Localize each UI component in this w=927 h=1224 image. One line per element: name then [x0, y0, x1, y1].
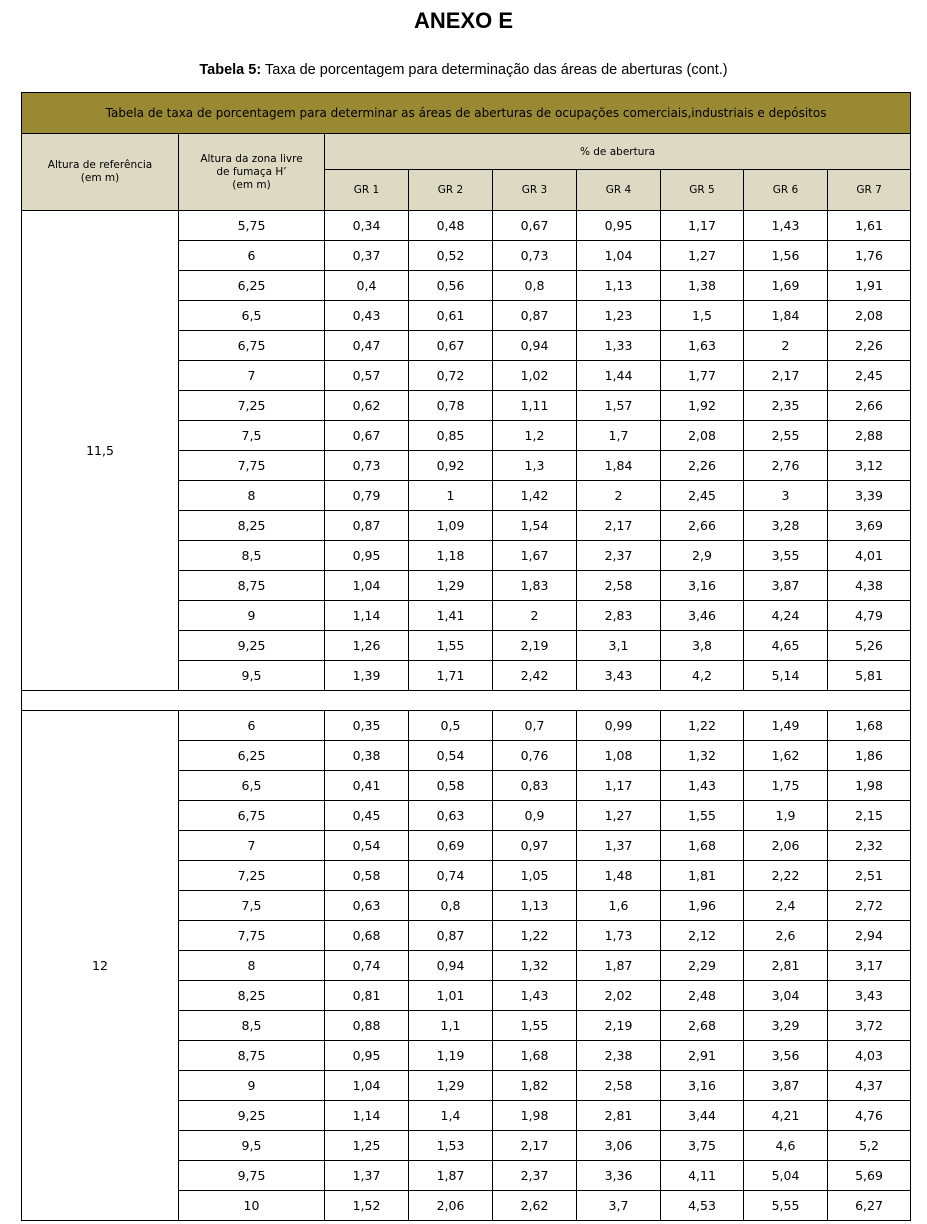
- percent-cell-gr5: 2,08: [661, 421, 744, 451]
- zone-height-cell: 9,25: [179, 1101, 325, 1131]
- percent-cell-gr6: 1,62: [744, 741, 828, 771]
- percent-cell-gr5: 4,11: [661, 1161, 744, 1191]
- percent-cell-gr5: 1,5: [661, 301, 744, 331]
- percent-cell-gr3: 1,54: [493, 511, 577, 541]
- percent-cell-gr6: 5,55: [744, 1191, 828, 1221]
- percent-cell-gr1: 0,95: [325, 541, 409, 571]
- zone-height-cell: 6,75: [179, 331, 325, 361]
- percent-cell-gr5: 2,26: [661, 451, 744, 481]
- percent-cell-gr4: 0,99: [577, 711, 661, 741]
- percent-cell-gr2: 0,67: [409, 331, 493, 361]
- percent-cell-gr7: 4,38: [828, 571, 911, 601]
- table-band-title: Tabela de taxa de porcentagem para determinar as áreas de aberturas de ocupações comerciais,industriais e depósitos: [22, 93, 911, 134]
- smoke-free-zone-unit: (em m): [232, 178, 271, 191]
- percent-cell-gr3: 1,22: [493, 921, 577, 951]
- percent-cell-gr3: 1,83: [493, 571, 577, 601]
- percent-cell-gr7: 4,37: [828, 1071, 911, 1101]
- percent-cell-gr6: 2,6: [744, 921, 828, 951]
- percent-cell-gr7: 2,51: [828, 861, 911, 891]
- zone-height-cell: 6,75: [179, 801, 325, 831]
- percent-cell-gr3: 0,67: [493, 211, 577, 241]
- zone-height-cell: 7,25: [179, 391, 325, 421]
- percent-cell-gr5: 1,63: [661, 331, 744, 361]
- percent-cell-gr4: 3,36: [577, 1161, 661, 1191]
- percent-cell-gr2: 2,06: [409, 1191, 493, 1221]
- percent-cell-gr4: 2,58: [577, 571, 661, 601]
- percent-cell-gr2: 0,85: [409, 421, 493, 451]
- percent-cell-gr6: 3,87: [744, 571, 828, 601]
- zone-height-cell: 9: [179, 601, 325, 631]
- percent-cell-gr2: 1,09: [409, 511, 493, 541]
- zone-height-cell: 10: [179, 1191, 325, 1221]
- percent-cell-gr4: 3,06: [577, 1131, 661, 1161]
- percent-cell-gr1: 1,26: [325, 631, 409, 661]
- reference-height-label: Altura de referência: [47, 159, 153, 171]
- percent-cell-gr6: 4,24: [744, 601, 828, 631]
- zone-height-cell: 7,25: [179, 861, 325, 891]
- percent-cell-gr2: 0,92: [409, 451, 493, 481]
- percent-cell-gr3: 1,11: [493, 391, 577, 421]
- group-header-gr4: GR 4: [577, 170, 661, 211]
- percent-cell-gr7: 4,79: [828, 601, 911, 631]
- zone-height-cell: 6,25: [179, 741, 325, 771]
- percent-cell-gr7: 1,68: [828, 711, 911, 741]
- percent-cell-gr5: 1,68: [661, 831, 744, 861]
- percent-cell-gr3: 1,2: [493, 421, 577, 451]
- percent-cell-gr7: 4,01: [828, 541, 911, 571]
- percent-cell-gr6: 3,28: [744, 511, 828, 541]
- percent-cell-gr4: 3,43: [577, 661, 661, 691]
- percent-cell-gr6: 2,22: [744, 861, 828, 891]
- zone-height-cell: 7,5: [179, 421, 325, 451]
- percent-cell-gr1: 0,34: [325, 211, 409, 241]
- percent-cell-gr7: 3,12: [828, 451, 911, 481]
- percent-cell-gr2: 0,58: [409, 771, 493, 801]
- percent-cell-gr4: 2,17: [577, 511, 661, 541]
- caption-text: Taxa de porcentagem para determinação das áreas de aberturas (cont.): [264, 62, 728, 78]
- percent-cell-gr1: 0,58: [325, 861, 409, 891]
- percent-cell-gr5: 3,8: [661, 631, 744, 661]
- percent-cell-gr6: 3,04: [744, 981, 828, 1011]
- percent-cell-gr6: 5,04: [744, 1161, 828, 1191]
- reference-height-header: [22, 134, 179, 211]
- percent-cell-gr3: 0,8: [493, 271, 577, 301]
- zone-height-cell: 8: [179, 481, 325, 511]
- percent-cell-gr5: 3,44: [661, 1101, 744, 1131]
- zone-height-cell: 8,75: [179, 571, 325, 601]
- percent-cell-gr1: 0,88: [325, 1011, 409, 1041]
- percent-cell-gr7: 2,08: [828, 301, 911, 331]
- percent-cell-gr7: 2,45: [828, 361, 911, 391]
- percent-cell-gr5: 1,17: [661, 211, 744, 241]
- percent-cell-gr4: 2,02: [577, 981, 661, 1011]
- percent-cell-gr5: 2,91: [661, 1041, 744, 1071]
- percent-cell-gr3: 1,05: [493, 861, 577, 891]
- percent-cell-gr1: 1,39: [325, 661, 409, 691]
- percent-cell-gr3: 0,83: [493, 771, 577, 801]
- percent-cell-gr6: 1,49: [744, 711, 828, 741]
- zone-height-cell: 6: [179, 711, 325, 741]
- percent-cell-gr5: 1,38: [661, 271, 744, 301]
- percent-cell-gr2: 1,71: [409, 661, 493, 691]
- percent-cell-gr2: 0,94: [409, 951, 493, 981]
- percent-cell-gr3: 0,97: [493, 831, 577, 861]
- percent-cell-gr6: 4,6: [744, 1131, 828, 1161]
- percent-cell-gr6: 2,06: [744, 831, 828, 861]
- percent-cell-gr4: 0,95: [577, 211, 661, 241]
- group-header-gr1: GR 1: [325, 170, 409, 211]
- percent-cell-gr4: 1,13: [577, 271, 661, 301]
- percent-cell-gr5: 4,2: [661, 661, 744, 691]
- percent-cell-gr3: 1,32: [493, 951, 577, 981]
- zone-height-cell: 6,5: [179, 301, 325, 331]
- percent-cell-gr7: 1,91: [828, 271, 911, 301]
- percent-cell-gr2: 1,29: [409, 571, 493, 601]
- percent-cell-gr7: 1,98: [828, 771, 911, 801]
- percent-cell-gr6: 2,17: [744, 361, 828, 391]
- percent-cell-gr2: 1,4: [409, 1101, 493, 1131]
- percent-cell-gr3: 2,42: [493, 661, 577, 691]
- percent-cell-gr5: 3,46: [661, 601, 744, 631]
- percent-cell-gr4: 2,58: [577, 1071, 661, 1101]
- percent-cell-gr1: 0,68: [325, 921, 409, 951]
- percent-cell-gr1: 0,38: [325, 741, 409, 771]
- percent-cell-gr3: 0,9: [493, 801, 577, 831]
- percent-cell-gr2: 0,78: [409, 391, 493, 421]
- zone-height-cell: 7,75: [179, 921, 325, 951]
- percent-cell-gr3: 2,19: [493, 631, 577, 661]
- percent-cell-gr6: 2,81: [744, 951, 828, 981]
- percent-cell-gr4: 1,6: [577, 891, 661, 921]
- percent-cell-gr3: 1,3: [493, 451, 577, 481]
- table-caption: [0, 62, 927, 78]
- percent-cell-gr1: 0,67: [325, 421, 409, 451]
- percent-cell-gr1: 1,04: [325, 1071, 409, 1101]
- percent-cell-gr1: 0,35: [325, 711, 409, 741]
- percent-cell-gr4: 1,17: [577, 771, 661, 801]
- percent-cell-gr5: 1,55: [661, 801, 744, 831]
- smoke-free-zone-label: Altura da zona livre: [200, 152, 303, 165]
- smoke-free-zone-label-2: de fumaça H’: [216, 165, 287, 178]
- percent-cell-gr4: 1,08: [577, 741, 661, 771]
- percent-cell-gr4: 3,1: [577, 631, 661, 661]
- percent-cell-gr6: 1,84: [744, 301, 828, 331]
- percent-cell-gr2: 0,5: [409, 711, 493, 741]
- zone-height-cell: 8,25: [179, 511, 325, 541]
- zone-height-cell: 8,5: [179, 1011, 325, 1041]
- group-header-gr7: GR 7: [828, 170, 911, 211]
- percent-cell-gr2: 0,61: [409, 301, 493, 331]
- percent-cell-gr1: 0,4: [325, 271, 409, 301]
- percent-cell-gr6: 2: [744, 331, 828, 361]
- section-spacer: [22, 691, 911, 711]
- percent-cell-gr2: 1,18: [409, 541, 493, 571]
- percent-cell-gr7: 5,81: [828, 661, 911, 691]
- percent-cell-gr1: 0,79: [325, 481, 409, 511]
- percent-cell-gr2: 0,72: [409, 361, 493, 391]
- percent-cell-gr3: 2,37: [493, 1161, 577, 1191]
- percent-cell-gr7: 5,2: [828, 1131, 911, 1161]
- percent-cell-gr3: 2: [493, 601, 577, 631]
- percent-cell-gr4: 2,37: [577, 541, 661, 571]
- percent-cell-gr3: 0,94: [493, 331, 577, 361]
- percent-cell-gr5: 1,96: [661, 891, 744, 921]
- group-header-gr2: GR 2: [409, 170, 493, 211]
- zone-height-cell: 9,75: [179, 1161, 325, 1191]
- percent-cell-gr2: 1,1: [409, 1011, 493, 1041]
- percent-cell-gr5: 2,66: [661, 511, 744, 541]
- percent-cell-gr7: 2,26: [828, 331, 911, 361]
- percent-cell-gr4: 1,23: [577, 301, 661, 331]
- percent-cell-gr1: 1,14: [325, 1101, 409, 1131]
- percent-cell-gr6: 3: [744, 481, 828, 511]
- caption-label: Tabela 5:: [199, 62, 262, 78]
- percent-cell-gr1: 0,37: [325, 241, 409, 271]
- percent-cell-gr3: 0,87: [493, 301, 577, 331]
- percent-cell-gr4: 1,44: [577, 361, 661, 391]
- percent-cell-gr1: 0,63: [325, 891, 409, 921]
- percent-cell-gr4: 1,37: [577, 831, 661, 861]
- reference-height-cell: 11,5: [22, 211, 179, 691]
- opening-percent-header: % de abertura: [325, 134, 911, 170]
- percent-cell-gr3: 1,68: [493, 1041, 577, 1071]
- zone-height-cell: 8,5: [179, 541, 325, 571]
- percent-cell-gr5: 1,22: [661, 711, 744, 741]
- percent-cell-gr2: 1,41: [409, 601, 493, 631]
- percent-cell-gr5: 3,75: [661, 1131, 744, 1161]
- percent-cell-gr1: 1,52: [325, 1191, 409, 1221]
- group-header-gr6: GR 6: [744, 170, 828, 211]
- percent-cell-gr5: 1,27: [661, 241, 744, 271]
- percent-cell-gr4: 1,84: [577, 451, 661, 481]
- zone-height-cell: 6,25: [179, 271, 325, 301]
- table-row: [22, 711, 911, 741]
- percent-cell-gr1: 0,43: [325, 301, 409, 331]
- percent-cell-gr4: 2,38: [577, 1041, 661, 1071]
- zone-height-cell: 7: [179, 831, 325, 861]
- percent-cell-gr6: 2,55: [744, 421, 828, 451]
- percent-cell-gr1: 0,41: [325, 771, 409, 801]
- percent-cell-gr5: 2,68: [661, 1011, 744, 1041]
- percent-cell-gr6: 2,4: [744, 891, 828, 921]
- percent-cell-gr3: 0,76: [493, 741, 577, 771]
- percent-cell-gr3: 1,42: [493, 481, 577, 511]
- percent-cell-gr6: 5,14: [744, 661, 828, 691]
- percent-cell-gr5: 2,12: [661, 921, 744, 951]
- percent-cell-gr2: 0,69: [409, 831, 493, 861]
- percent-cell-gr1: 1,14: [325, 601, 409, 631]
- percent-cell-gr3: 1,02: [493, 361, 577, 391]
- percent-cell-gr7: 2,88: [828, 421, 911, 451]
- group-header-gr3: GR 3: [493, 170, 577, 211]
- zone-height-cell: 5,75: [179, 211, 325, 241]
- zone-height-cell: 8,75: [179, 1041, 325, 1071]
- zone-height-cell: 9,5: [179, 661, 325, 691]
- percent-cell-gr7: 3,17: [828, 951, 911, 981]
- percent-cell-gr2: 1,87: [409, 1161, 493, 1191]
- zone-height-cell: 9,25: [179, 631, 325, 661]
- percent-cell-gr2: 1,55: [409, 631, 493, 661]
- percent-cell-gr3: 1,43: [493, 981, 577, 1011]
- percent-cell-gr1: 0,45: [325, 801, 409, 831]
- percent-cell-gr6: 1,9: [744, 801, 828, 831]
- percent-cell-gr2: 0,74: [409, 861, 493, 891]
- percent-cell-gr5: 4,53: [661, 1191, 744, 1221]
- percent-cell-gr5: 1,32: [661, 741, 744, 771]
- percent-cell-gr4: 2,19: [577, 1011, 661, 1041]
- percent-cell-gr7: 3,39: [828, 481, 911, 511]
- smoke-free-zone-header: [179, 134, 325, 211]
- percent-cell-gr6: 4,65: [744, 631, 828, 661]
- percent-cell-gr4: 1,73: [577, 921, 661, 951]
- percent-cell-gr2: 0,54: [409, 741, 493, 771]
- percent-cell-gr4: 1,27: [577, 801, 661, 831]
- percent-cell-gr4: 1,04: [577, 241, 661, 271]
- percent-cell-gr4: 1,7: [577, 421, 661, 451]
- percent-cell-gr7: 1,61: [828, 211, 911, 241]
- percent-cell-gr5: 2,48: [661, 981, 744, 1011]
- percent-cell-gr3: 2,62: [493, 1191, 577, 1221]
- percent-cell-gr6: 3,55: [744, 541, 828, 571]
- percent-cell-gr7: 1,86: [828, 741, 911, 771]
- percent-cell-gr5: 1,81: [661, 861, 744, 891]
- percent-cell-gr2: 0,52: [409, 241, 493, 271]
- zone-height-cell: 7: [179, 361, 325, 391]
- percent-cell-gr1: 0,74: [325, 951, 409, 981]
- percent-cell-gr3: 1,13: [493, 891, 577, 921]
- percent-cell-gr2: 1,53: [409, 1131, 493, 1161]
- percent-cell-gr7: 2,66: [828, 391, 911, 421]
- annex-title: ANEXO E: [413, 8, 514, 33]
- zone-height-cell: 6,5: [179, 771, 325, 801]
- percent-cell-gr5: 1,77: [661, 361, 744, 391]
- zone-height-cell: 7,5: [179, 891, 325, 921]
- zone-height-cell: 9: [179, 1071, 325, 1101]
- group-header-gr5: GR 5: [661, 170, 744, 211]
- percent-cell-gr3: 1,67: [493, 541, 577, 571]
- percent-cell-gr6: 2,76: [744, 451, 828, 481]
- percent-cell-gr6: 1,56: [744, 241, 828, 271]
- percent-cell-gr1: 1,37: [325, 1161, 409, 1191]
- table-row: [22, 211, 911, 241]
- percent-cell-gr1: 0,73: [325, 451, 409, 481]
- percent-cell-gr4: 1,57: [577, 391, 661, 421]
- zone-height-cell: 7,75: [179, 451, 325, 481]
- percent-cell-gr3: 1,82: [493, 1071, 577, 1101]
- percent-cell-gr7: 5,26: [828, 631, 911, 661]
- percent-cell-gr5: 1,43: [661, 771, 744, 801]
- percent-cell-gr6: 4,21: [744, 1101, 828, 1131]
- zone-height-cell: 8: [179, 951, 325, 981]
- percent-cell-gr5: 2,45: [661, 481, 744, 511]
- percent-cell-gr7: 2,72: [828, 891, 911, 921]
- zone-height-cell: 6: [179, 241, 325, 271]
- percent-cell-gr1: 1,25: [325, 1131, 409, 1161]
- percent-cell-gr1: 0,54: [325, 831, 409, 861]
- percent-cell-gr3: 0,73: [493, 241, 577, 271]
- percent-cell-gr1: 0,57: [325, 361, 409, 391]
- percent-cell-gr6: 2,35: [744, 391, 828, 421]
- percent-cell-gr7: 5,69: [828, 1161, 911, 1191]
- percent-cell-gr2: 0,56: [409, 271, 493, 301]
- percent-cell-gr2: 1: [409, 481, 493, 511]
- percent-cell-gr5: 2,29: [661, 951, 744, 981]
- percent-cell-gr6: 1,43: [744, 211, 828, 241]
- percent-cell-gr1: 0,47: [325, 331, 409, 361]
- percent-cell-gr4: 3,7: [577, 1191, 661, 1221]
- percent-cell-gr5: 1,92: [661, 391, 744, 421]
- percentage-table: [21, 92, 911, 1221]
- percent-cell-gr2: 1,19: [409, 1041, 493, 1071]
- percent-cell-gr3: 2,17: [493, 1131, 577, 1161]
- percent-cell-gr5: 3,16: [661, 571, 744, 601]
- percent-cell-gr5: 3,16: [661, 1071, 744, 1101]
- percent-cell-gr2: 0,63: [409, 801, 493, 831]
- percent-cell-gr1: 0,95: [325, 1041, 409, 1071]
- percent-cell-gr6: 3,29: [744, 1011, 828, 1041]
- percent-cell-gr6: 1,69: [744, 271, 828, 301]
- percent-cell-gr1: 1,04: [325, 571, 409, 601]
- percent-cell-gr6: 1,75: [744, 771, 828, 801]
- percent-cell-gr3: 1,98: [493, 1101, 577, 1131]
- percent-cell-gr7: 2,32: [828, 831, 911, 861]
- percent-cell-gr7: 3,69: [828, 511, 911, 541]
- percent-cell-gr7: 4,03: [828, 1041, 911, 1071]
- zone-height-cell: 8,25: [179, 981, 325, 1011]
- percent-cell-gr2: 0,48: [409, 211, 493, 241]
- percent-cell-gr7: 2,15: [828, 801, 911, 831]
- percent-cell-gr7: 4,76: [828, 1101, 911, 1131]
- reference-height-unit: (em m): [80, 172, 120, 184]
- reference-height-cell: 12: [22, 711, 179, 1221]
- percent-cell-gr7: 2,94: [828, 921, 911, 951]
- percent-cell-gr2: 0,8: [409, 891, 493, 921]
- percent-cell-gr4: 1,48: [577, 861, 661, 891]
- percent-cell-gr2: 0,87: [409, 921, 493, 951]
- zone-height-cell: 9,5: [179, 1131, 325, 1161]
- percent-cell-gr4: 2,81: [577, 1101, 661, 1131]
- percent-cell-gr3: 1,55: [493, 1011, 577, 1041]
- percent-cell-gr6: 3,56: [744, 1041, 828, 1071]
- percent-cell-gr4: 2: [577, 481, 661, 511]
- percent-cell-gr3: 0,7: [493, 711, 577, 741]
- percent-cell-gr2: 1,29: [409, 1071, 493, 1101]
- percent-cell-gr6: 3,87: [744, 1071, 828, 1101]
- percent-cell-gr1: 0,87: [325, 511, 409, 541]
- percent-cell-gr7: 6,27: [828, 1191, 911, 1221]
- percent-cell-gr4: 2,83: [577, 601, 661, 631]
- section-spacer-row: [22, 691, 911, 711]
- percent-cell-gr7: 3,43: [828, 981, 911, 1011]
- percent-cell-gr7: 1,76: [828, 241, 911, 271]
- percent-cell-gr2: 1,01: [409, 981, 493, 1011]
- percent-cell-gr4: 1,87: [577, 951, 661, 981]
- percent-cell-gr1: 0,62: [325, 391, 409, 421]
- percent-cell-gr1: 0,81: [325, 981, 409, 1011]
- percent-cell-gr4: 1,33: [577, 331, 661, 361]
- percent-cell-gr5: 2,9: [661, 541, 744, 571]
- percent-cell-gr7: 3,72: [828, 1011, 911, 1041]
